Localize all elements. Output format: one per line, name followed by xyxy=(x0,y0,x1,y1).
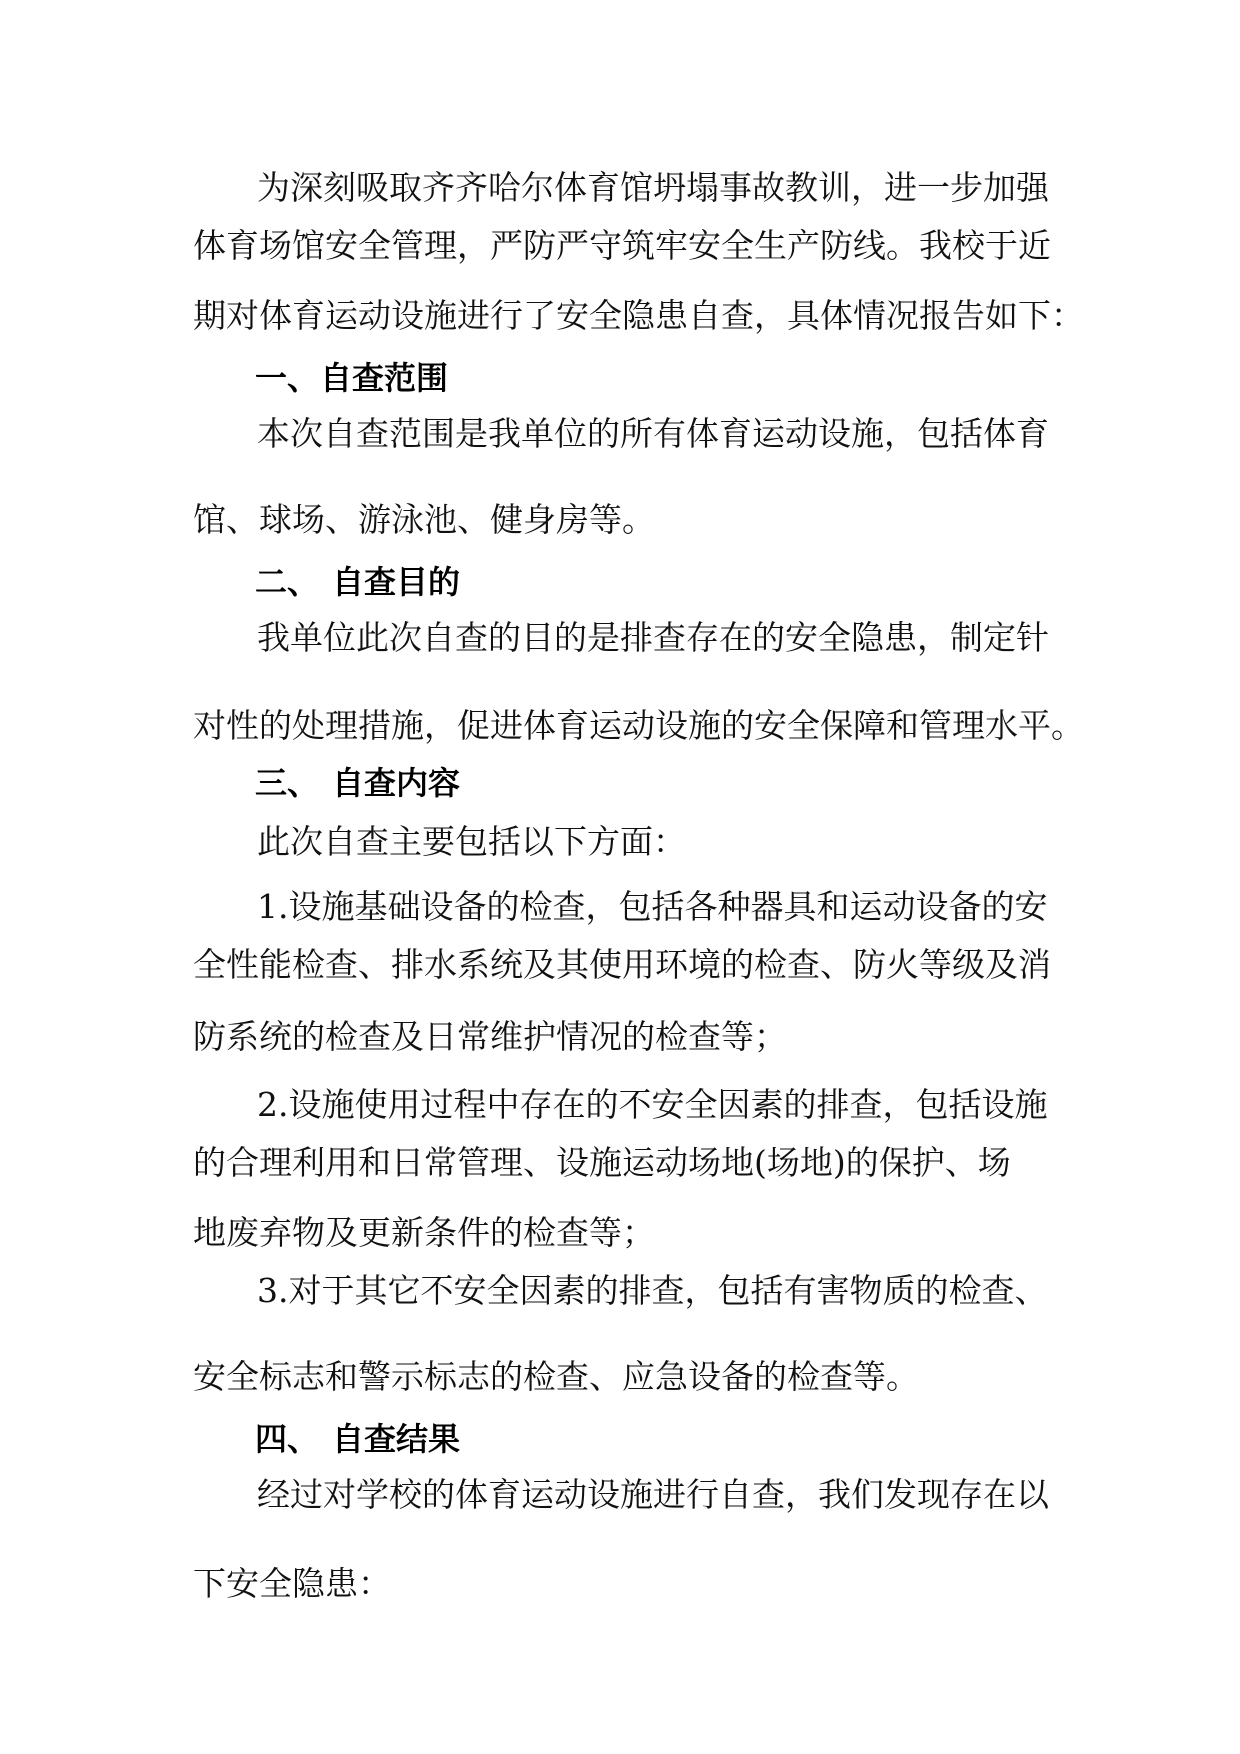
section-2-number: 二、 xyxy=(255,563,320,601)
intro-line-2: 体育场馆安全管理，严防严守筑牢安全生产防线。我校于近 xyxy=(193,226,1051,265)
section-1-line-2: 馆、球场、游泳池、健身房等。 xyxy=(193,500,655,539)
intro-line-3: 期对体育运动设施进行了安全隐患自查，具体情况报告如下： xyxy=(193,296,1084,335)
section-3-line-6: 的合理利用和日常管理、设施运动场地(场地)的保护、场 xyxy=(193,1143,1011,1182)
section-3-line-4: 防系统的检查及日常维护情况的检查等； xyxy=(193,1017,787,1056)
section-3-line-7: 地废弃物及更新条件的检查等； xyxy=(193,1213,655,1252)
section-4-line-2: 下安全隐患： xyxy=(193,1564,391,1603)
section-3-title: 自查内容 xyxy=(332,764,461,802)
section-3-line-5: 2.设施使用过程中存在的不安全因素的排查，包括设施 xyxy=(257,1085,1048,1124)
section-3-line-8: 3.对于其它不安全因素的排查，包括有害物质的检查、 xyxy=(257,1271,1048,1310)
section-4-title: 自查结果 xyxy=(332,1420,461,1458)
section-3-line-2: 1.设施基础设备的检查，包括各种器具和运动设备的安 xyxy=(257,887,1048,926)
section-1-number: 一、 xyxy=(255,359,320,397)
section-3-line-3: 全性能检查、排水系统及其使用环境的检查、防火等级及消 xyxy=(193,945,1051,984)
section-1-line-1: 本次自查范围是我单位的所有体育运动设施，包括体育 xyxy=(257,414,1049,453)
section-1-title: 自查范围 xyxy=(320,359,449,397)
section-3-line-1: 此次自查主要包括以下方面： xyxy=(257,822,686,861)
section-4-number: 四、 xyxy=(255,1420,320,1458)
section-2-line-2: 对性的处理措施，促进体育运动设施的安全保障和管理水平。 xyxy=(193,706,1084,745)
intro-line-1: 为深刻吸取齐齐哈尔体育馆坍塌事故教训，进一步加强 xyxy=(257,168,1049,207)
section-2-line-1: 我单位此次自查的目的是排查存在的安全隐患，制定针 xyxy=(257,618,1049,657)
section-3-number: 三、 xyxy=(255,764,320,802)
section-2-title: 自查目的 xyxy=(332,563,461,601)
section-4-line-1: 经过对学校的体育运动设施进行自查，我们发现存在以 xyxy=(257,1475,1049,1514)
section-3-line-9: 安全标志和警示标志的检查、应急设备的检查等。 xyxy=(193,1357,919,1396)
